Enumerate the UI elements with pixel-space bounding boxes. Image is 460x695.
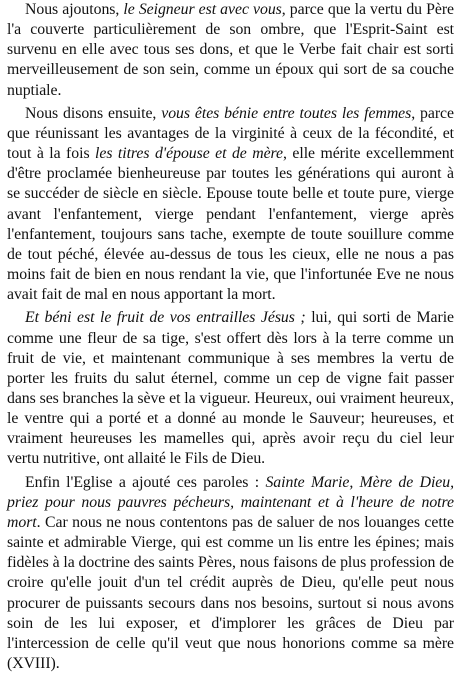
paragraph-1-text-1: Nous ajoutons,: [25, 1, 124, 18]
paragraph-3-text-1: lui, qui sorti de Marie comme une fleur de sa tige, s'est offert dès lors à la terre comme un fruit de vie, et maintenant communique à ses membres la vertu de porter les fruits du salut éternel, comme un cep de vigne fait passer dans ses branches la sève et la vigueur. Heureux, oui vraiment heureux, le ventre qui a porté et a donné au monde le Sauveur; heureuses, et vraiment heureuses les mamelles qui, après avoir reçu du ciel leur vertu nutritive, ont allaité le Fils de Dieu.: [7, 309, 454, 468]
paragraph-2: [7, 104, 454, 306]
paragraph-1-text-2: , parce que la vertu du Père l'a couverte particulièrement de son ombre, que l'Esprit-Saint est survenu en elle avec tous ses dons, et que le Verbe fait chair est sorti merveilleusement de son sein, comme un époux qui sort de sa couche nuptiale.: [7, 1, 455, 99]
paragraph-2-text-3: , elle mérite excellemment d'être proclamée bienheureuse par toutes les générations qui auront à se succéder de siècle en siècle. Epouse toute belle et toute pure, vierge avant l'enfantement, vierge pendant l'enfantement, vierge après l'enfantement, toujours sans tache, exempte de toute souillure comme de tout péché, élevée au-dessus de tous les cieux, elle ne nous a pas moins fait de bien en nous rendant la vie, que l'infortunée Eve ne nous avait fait de mal en nous apportant la mort.: [7, 145, 454, 304]
paragraph-4-text-1: Enfin l'Eglise a ajouté ces paroles :: [25, 473, 266, 491]
paragraph-3-italic-1: Et béni est le fruit de vos entrailles Jésus ;: [25, 309, 306, 327]
paragraph-2-text-1: Nous disons ensuite,: [25, 104, 162, 122]
paragraph-1-italic-1: le Seigneur est avec vous: [123, 1, 282, 18]
paragraph-2-italic-2: les titres d'épouse et de mère: [95, 145, 284, 163]
paragraph-2-text-2: , parce que réunissant les avantages de la virginité à ceux de la fécondité, et tout à la fois: [7, 104, 454, 163]
paragraph-4-italic-1: Sainte Marie, Mère de Dieu, priez pour nous pauvres pécheurs, maintenant et à l'heure de notre mort: [7, 473, 454, 531]
paragraph-1: [7, 0, 454, 101]
paragraph-4-text-2: . Car nous ne nous contentons pas de saluer de nos louanges cette sainte et admirable Vierge, qui est comme un lis entre les épines; mais fidèles à la doctrine des saints Pères, nous faisons de plus profession de croire qu'elle jouit d'un tel crédit auprès de Dieu, qu'elle peut nous procurer de puissants secours dans nos besoins, surtout si nous avons soin de les lui exposer, et d'implorer les grâces de Dieu par l'intercession de celle qu'il veut que nous honorions comme sa mère (XVIII).: [7, 513, 454, 672]
paragraph-4: [7, 473, 454, 675]
paragraph-3: [7, 308, 454, 469]
paragraph-2-italic-1: vous êtes bénie entre toutes les femmes: [161, 104, 412, 122]
